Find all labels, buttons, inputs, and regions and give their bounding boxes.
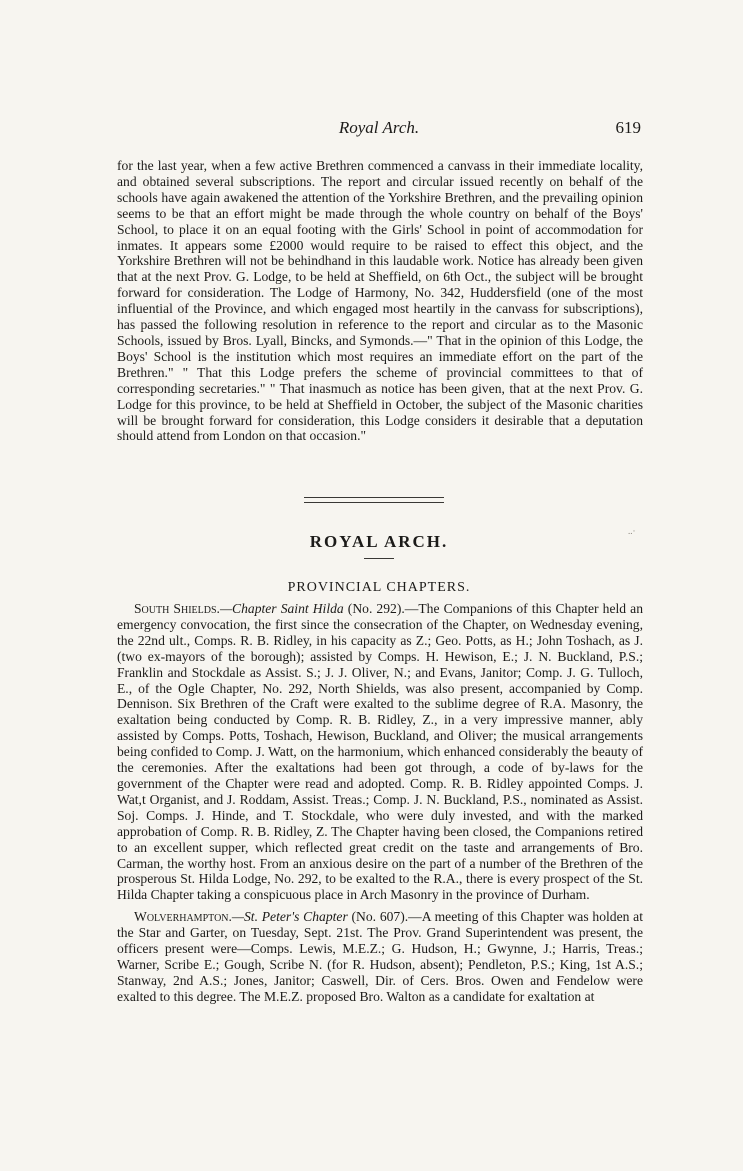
- south-shields-place: South Shields.: [134, 601, 220, 616]
- wolverhampton-place: Wolverhampton.: [134, 909, 232, 925]
- section-divider: [304, 497, 444, 503]
- intro-column: [117, 158, 643, 444]
- section-subtitle: PROVINCIAL CHAPTERS.: [287, 580, 471, 595]
- running-head-title: Royal Arch.: [338, 118, 420, 137]
- south-shields-body: (No. 292).—The Companions of this Chapter held an emergency convocation, the first since the consecration of the Chapter, on Wednesday evening, the 22nd ult., Comps. R. B. Ridley, in his capacity as Z.; Geo. Potts, as H.; John Toshach, as J. (two ex-mayors of the borough); assisted by Comps. H. Hewison, E.; J. N. Buckland, P.S.; Franklin and Stockdale as Assist. S.; J. J. Oliver, N.; and Evans, Janitor; Comp. J. G. Tulloch, E., of the Ogle Chapter, No. 292, North Shields, was also present, accompanied by Comp. Dennison. Six Brethren of the Craft were exalted to the sublime degree of R.A. Masonry, the exaltation being conducted by Comp. R. B. Ridley, Z., in a very impressive manner, ably assisted by Comps. Potts, Toshach, Hewison, Buckland, and Oliver; the musical arrangements being confided to Comp. J. Watt, on the harmonium, which enhanced considerably the beauty of the ceremonies. After the exaltations had been got through, a code of by-laws for the government of the Chapter were read and adopted. Comp. R. B. Ridley appointed Comps. J. Wat,t Organist, and J. Roddam, Assist. Treas.; Comp. J. N. Buckland, P.S., nominated as Assist. Soj. Comps. J. Hinde, and T. Stockdale, who were duly invested, and with the marked approbation of Comp. R. B. Ridley, Z. The Chapter having been closed, the Companions retired to an excellent supper, which reflected great credit on the taste and arrangements of Bro. Carman, the worthy host. From an anxious desire on the part of a number of the Brethren of the prosperous St. Hilda Lodge, No. 292, to be exalted to the R.A., there is every prospect of the St. Hilda Chapter taking a conspicuous place in Arch Masonry in the province of Durham.: [117, 601, 643, 903]
- south-shields-chapter: —Chapter Saint Hilda: [219, 601, 344, 616]
- running-head: [117, 118, 641, 142]
- wolverhampton-chapter: —St. Peter's Chapter: [231, 909, 348, 925]
- south-shields-report: [117, 601, 643, 903]
- page-number: 619: [615, 118, 641, 137]
- intro-paragraph: for the last year, when a few active Brethren commenced a canvass in their immediate locality, and obtained several subscriptions. The report and circular issued recently on behalf of the schools have again awakened the attention of the Yorkshire Brethren, and the prevailing opinion seems to be that an effort might be made through the whole country on behalf of the Boys' School, to place it on an equal footing with the Girls' School in point of accommodation for inmates. It appears some £2000 would require to be raised to effect this object, and the Yorkshire Brethren will not be behindhand in this laudable work. Notice has already been given that at the next Prov. G. Lodge, to be held at Sheffield, on 6th Oct., the subject will be brought forward for consideration. The Lodge of Harmony, No. 342, Huddersfield (one of the most influential of the Province, and which engaged most heartily in the canvass for subscriptions), has passed the following resolution in reference to the report and circular as to the Masonic Schools, issued by Bros. Lyall, Bincks, and Symonds.—" That in the opinion of this Lodge, the Boys' School is the institution which most requires an immediate effort on the part of the Brethren." " That this Lodge prefers the scheme of provincial committees to that of corresponding secretaries." " That inasmuch as notice has been given, that at the next Prov. G. Lodge for this province, to be held at Sheffield in October, the subject of the Masonic charities will be brought forward for consideration, this Lodge considers it desirable that a deputation should attend from London on that occasion.": [117, 158, 643, 444]
- section-title: ROYAL ARCH.: [309, 532, 449, 551]
- wolverhampton-report: [117, 909, 643, 1004]
- margin-mark: ..·: [628, 526, 636, 536]
- title-rule: [364, 558, 394, 559]
- chapters-column: [117, 601, 643, 1005]
- wolverhampton-body: (No. 607).—A meeting of this Chapter was holden at the Star and Garter, on Tuesday, Sept. 21st. The Prov. Grand Superintendent was present, the officers present were—Comps. Lewis, M.E.Z.; G. Hudson, H.; Gwynne, J.; Harris, Treas.; Warner, Scribe E.; Gough, Scribe N. (for R. Hudson, absent); Pendleton, P.S.; King, 1st A.S.; Stanway, 2nd A.S.; Jones, Janitor; Caswell, Dir. of Cers. Bros. Owen and Fendelow were exalted to this degree. The M.E.Z. proposed Bro. Walton as a candidate for exaltation at: [117, 909, 643, 1004]
